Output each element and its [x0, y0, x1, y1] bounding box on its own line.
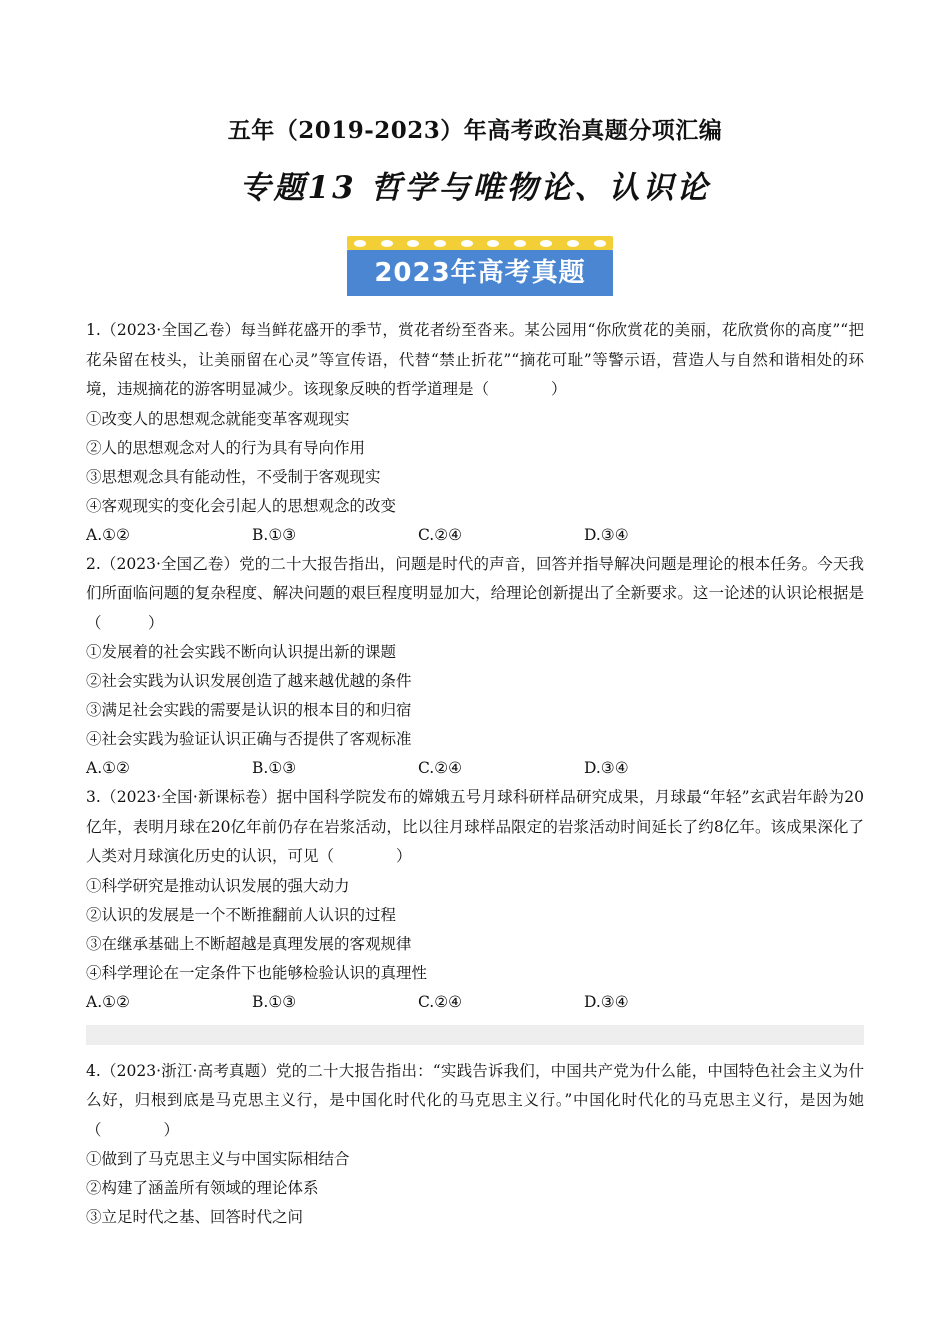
question-stem: 4.（2023·浙江·高考真题）党的二十大报告指出：“实践告诉我们，中国共产党为什么能，中国特色社会主义为什么好，归根到底是马克思主义行，是中国化时代化的马克思主义行。”中国化时代化的马克思主义行，是因为她（ ）	[86, 1061, 864, 1139]
option-d: D.③④	[584, 992, 629, 1011]
question-2	[86, 550, 864, 784]
answer-options	[86, 521, 864, 550]
answer-options	[86, 988, 864, 1017]
question-stem: 1.（2023·全国乙卷）每当鲜花盛开的季节，赏花者纷至沓来。某公园用“你欣赏花的美丽，花欣赏你的高度”“把花朵留在枝头，让美丽留在心灵”等宣传语，代替“禁止折花”“摘花可耻”等警示语，营造人与自然和谐相处的环境，违规摘花的游客明显减少。该现象反映的哲学道理是（ ）	[86, 321, 864, 398]
question-1	[86, 316, 864, 550]
document-title: 五年（2019-2023）年高考政治真题分项汇编	[227, 117, 723, 144]
statement-item: ③满足社会实践的需要是认识的根本目的和归宿	[86, 701, 412, 719]
question-stem: 3.（2023·全国·新课标卷）据中国科学院发布的嫦娥五号月球科研样品研究成果，月球最“年轻”玄武岩年龄为20亿年，表明月球在20亿年前仍存在岩浆活动，比以往月球样品限定的岩浆活动时间延长了约8亿年。该成果深化了人类对月球演化历史的认识，可见（ ）	[86, 788, 864, 865]
statement-item: ①做到了马克思主义与中国实际相结合	[86, 1150, 350, 1168]
question-4	[86, 1057, 864, 1233]
statement-item: ①发展着的社会实践不断向认识提出新的课题	[86, 643, 397, 661]
option-b: B.①③	[252, 759, 297, 777]
topic-subtitle: 专题13 哲学与唯物论、认识论	[239, 170, 711, 206]
statement-item: ②构建了涵盖所有领域的理论体系	[86, 1179, 319, 1197]
statement-item: ①改变人的思想观念就能变革客观现实	[86, 409, 350, 428]
option-a: A.①②	[86, 759, 130, 777]
section-divider	[86, 1025, 864, 1045]
banner-label: 2023年高考真题	[347, 250, 613, 296]
statement-item: ②社会实践为认识发展创造了越来越优越的条件	[86, 672, 412, 690]
question-stem: 2.（2023·全国乙卷）党的二十大报告指出，问题是时代的声音，回答并指导解决问题是理论的根本任务。今天我们所面临问题的复杂程度、解决问题的艰巨程度明显加大，给理论创新提出了全新要求。这一论述的认识论根据是（ ）	[86, 554, 864, 632]
option-c: C.②④	[418, 525, 463, 544]
question-3	[86, 783, 864, 1017]
answer-options	[86, 754, 864, 783]
option-a: A.①②	[86, 525, 130, 544]
option-b: B.①③	[252, 525, 297, 544]
option-b: B.①③	[252, 992, 297, 1011]
statement-item: ③立足时代之基、回答时代之问	[86, 1208, 304, 1226]
statement-item: ④社会实践为验证认识正确与否提供了客观标准	[86, 730, 412, 748]
statement-item: ④科学理论在一定条件下也能够检验认识的真理性	[86, 963, 428, 982]
section-banner	[347, 236, 613, 296]
banner-dots-decoration	[347, 236, 613, 250]
option-d: D.③④	[584, 525, 629, 544]
statement-item: ①科学研究是推动认识发展的强大动力	[86, 876, 350, 895]
option-a: A.①②	[86, 992, 130, 1011]
statement-item: ③思想观念具有能动性，不受制于客观现实	[86, 467, 381, 486]
option-c: C.②④	[418, 992, 463, 1011]
statement-item: ②人的思想观念对人的行为具有导向作用	[86, 438, 366, 457]
option-d: D.③④	[584, 759, 629, 777]
statement-item: ③在继承基础上不断超越是真理发展的客观规律	[86, 934, 412, 953]
statement-item: ④客观现实的变化会引起人的思想观念的改变	[86, 496, 397, 515]
question-list	[86, 316, 864, 1232]
statement-item: ②认识的发展是一个不断推翻前人认识的过程	[86, 905, 397, 924]
option-c: C.②④	[418, 759, 463, 777]
